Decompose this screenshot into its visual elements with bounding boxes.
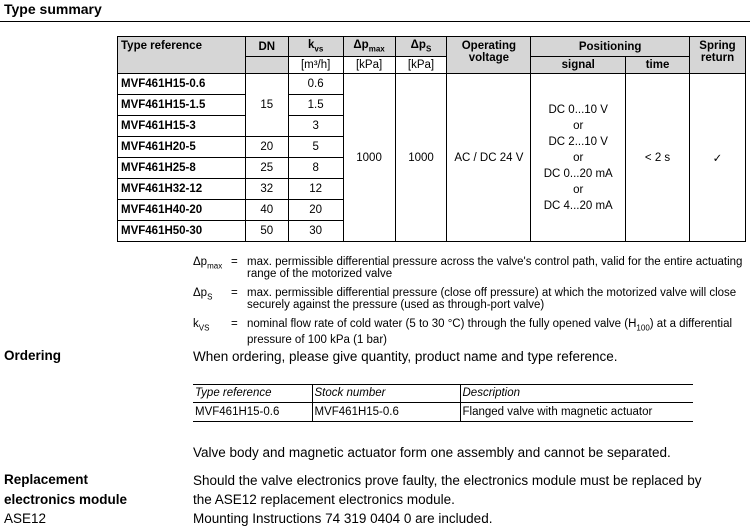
col-signal: signal (531, 57, 626, 74)
dpmax-value: 1000 (343, 74, 395, 242)
replacement-label-line1: Replacement (4, 472, 89, 487)
replacement-label-line3: ASE12 (4, 511, 47, 526)
time-value: < 2 s (626, 74, 690, 242)
legend-symbol: $\Delta p_S$ (193, 286, 213, 302)
legend-text: max. permissible differential pressure across the valve's control path, valid for the entire actuating range of the motorized valve (247, 256, 743, 281)
col-type-reference: Type reference (118, 37, 246, 74)
ordering-header-row (193, 385, 693, 403)
type-reference-cell: MVF461H32-12 (118, 179, 246, 200)
col-dn: DN (245, 37, 288, 57)
dn-cell: 32 (245, 179, 288, 200)
kvs-unit: [m³/h] (288, 57, 343, 74)
type-reference-cell: MVF461H25-8 (118, 158, 246, 179)
heading-rule (0, 21, 750, 22)
col-spring-return: Spring return (689, 37, 745, 74)
legend-equals: = (231, 286, 238, 299)
col-positioning: Positioning (531, 37, 690, 57)
kvs-cell: 1.5 (288, 95, 343, 116)
ordering-note: Valve body and magnetic actuator form one assembly and cannot be separated. (193, 445, 671, 460)
legend-item (193, 256, 750, 281)
dn-unit-cell (245, 57, 288, 74)
legend-item (193, 287, 750, 312)
type-reference-cell: MVF461H15-3 (118, 116, 246, 137)
kvs-cell: 8 (288, 158, 343, 179)
type-reference-cell: MVF461H50-30 (118, 221, 246, 242)
kvs-cell: 30 (288, 221, 343, 242)
col-type-reference: Type reference (193, 385, 312, 403)
legend (193, 256, 750, 353)
type-summary-table (117, 36, 746, 242)
kvs-cell: 0.6 (288, 74, 343, 95)
kvs-cell: 5 (288, 137, 343, 158)
type-reference-cell: MVF461H15-0.6 (193, 403, 312, 422)
col-stock-number: Stock number (312, 385, 460, 403)
legend-text: nominal flow rate of cold water (5 to 30 °C) through the fully opened valve $(H_{100})$ at a differential pressure of 100 kPa (1 bar) (247, 317, 733, 347)
ordering-table (193, 384, 693, 422)
dn-cell: 50 (245, 221, 288, 242)
legend-symbol: $k_{VS}$ (193, 317, 210, 332)
dn-cell: 20 (245, 137, 288, 158)
dpmax-unit: [kPa] (343, 57, 395, 74)
spring-return-check-icon: ✓ (689, 74, 745, 242)
dps-unit: [kPa] (395, 57, 447, 74)
stock-number-cell: MVF461H15-0.6 (312, 403, 460, 422)
signal-value: DC 0...10 V or DC 2...10 V or DC 0...20 mA or DC 4...20 mA (531, 74, 626, 242)
kvs-cell: 3 (288, 116, 343, 137)
header-row-1 (118, 37, 746, 57)
legend-text: max. permissible differential pressure (close off pressure) at which the motorized valve will close securely against the pressure (used as through-port valve) (247, 286, 737, 312)
legend-equals: = (231, 317, 238, 330)
section-heading-type-summary: Type summary (4, 1, 102, 17)
kvs-cell: 20 (288, 200, 343, 221)
dn-cell: 25 (245, 158, 288, 179)
voltage-value: AC / DC 24 V (447, 74, 531, 242)
replacement-text-line3: Mounting Instructions 74 319 0404 0 are included. (193, 511, 493, 526)
col-kvs: $k_{vs}$ (288, 37, 343, 57)
ordering-label: Ordering (4, 348, 62, 363)
replacement-text-line1: Should the valve electronics prove faulty, the electronics module must be replaced by (193, 473, 702, 488)
dn-cell: 40 (245, 200, 288, 221)
replacement-text-line2: the ASE12 replacement electronics module. (193, 492, 455, 507)
type-reference-cell: MVF461H15-1.5 (118, 95, 246, 116)
legend-item (193, 318, 750, 347)
description-cell: Flanged valve with magnetic actuator (460, 403, 693, 422)
table-row (118, 74, 746, 95)
type-reference-cell: MVF461H15-0.6 (118, 74, 246, 95)
dps-value: 1000 (395, 74, 447, 242)
type-reference-cell: MVF461H20-5 (118, 137, 246, 158)
dn-cell: 15 (245, 74, 288, 137)
legend-equals: = (231, 256, 238, 268)
col-operating-voltage: Operating voltage (447, 37, 531, 74)
kvs-cell: 12 (288, 179, 343, 200)
table-row (193, 403, 693, 422)
replacement-label-line2: electronics module (4, 492, 128, 507)
type-reference-cell: MVF461H40-20 (118, 200, 246, 221)
col-description: Description (460, 385, 693, 403)
ordering-intro: When ordering, please give quantity, product name and type reference. (193, 349, 618, 364)
col-dpmax: $\Delta p_{max}$ (343, 37, 395, 57)
col-time: time (626, 57, 690, 74)
col-dps: $\Delta p_S$ (395, 37, 447, 57)
legend-symbol: $\Delta p_{max}$ (193, 256, 223, 271)
